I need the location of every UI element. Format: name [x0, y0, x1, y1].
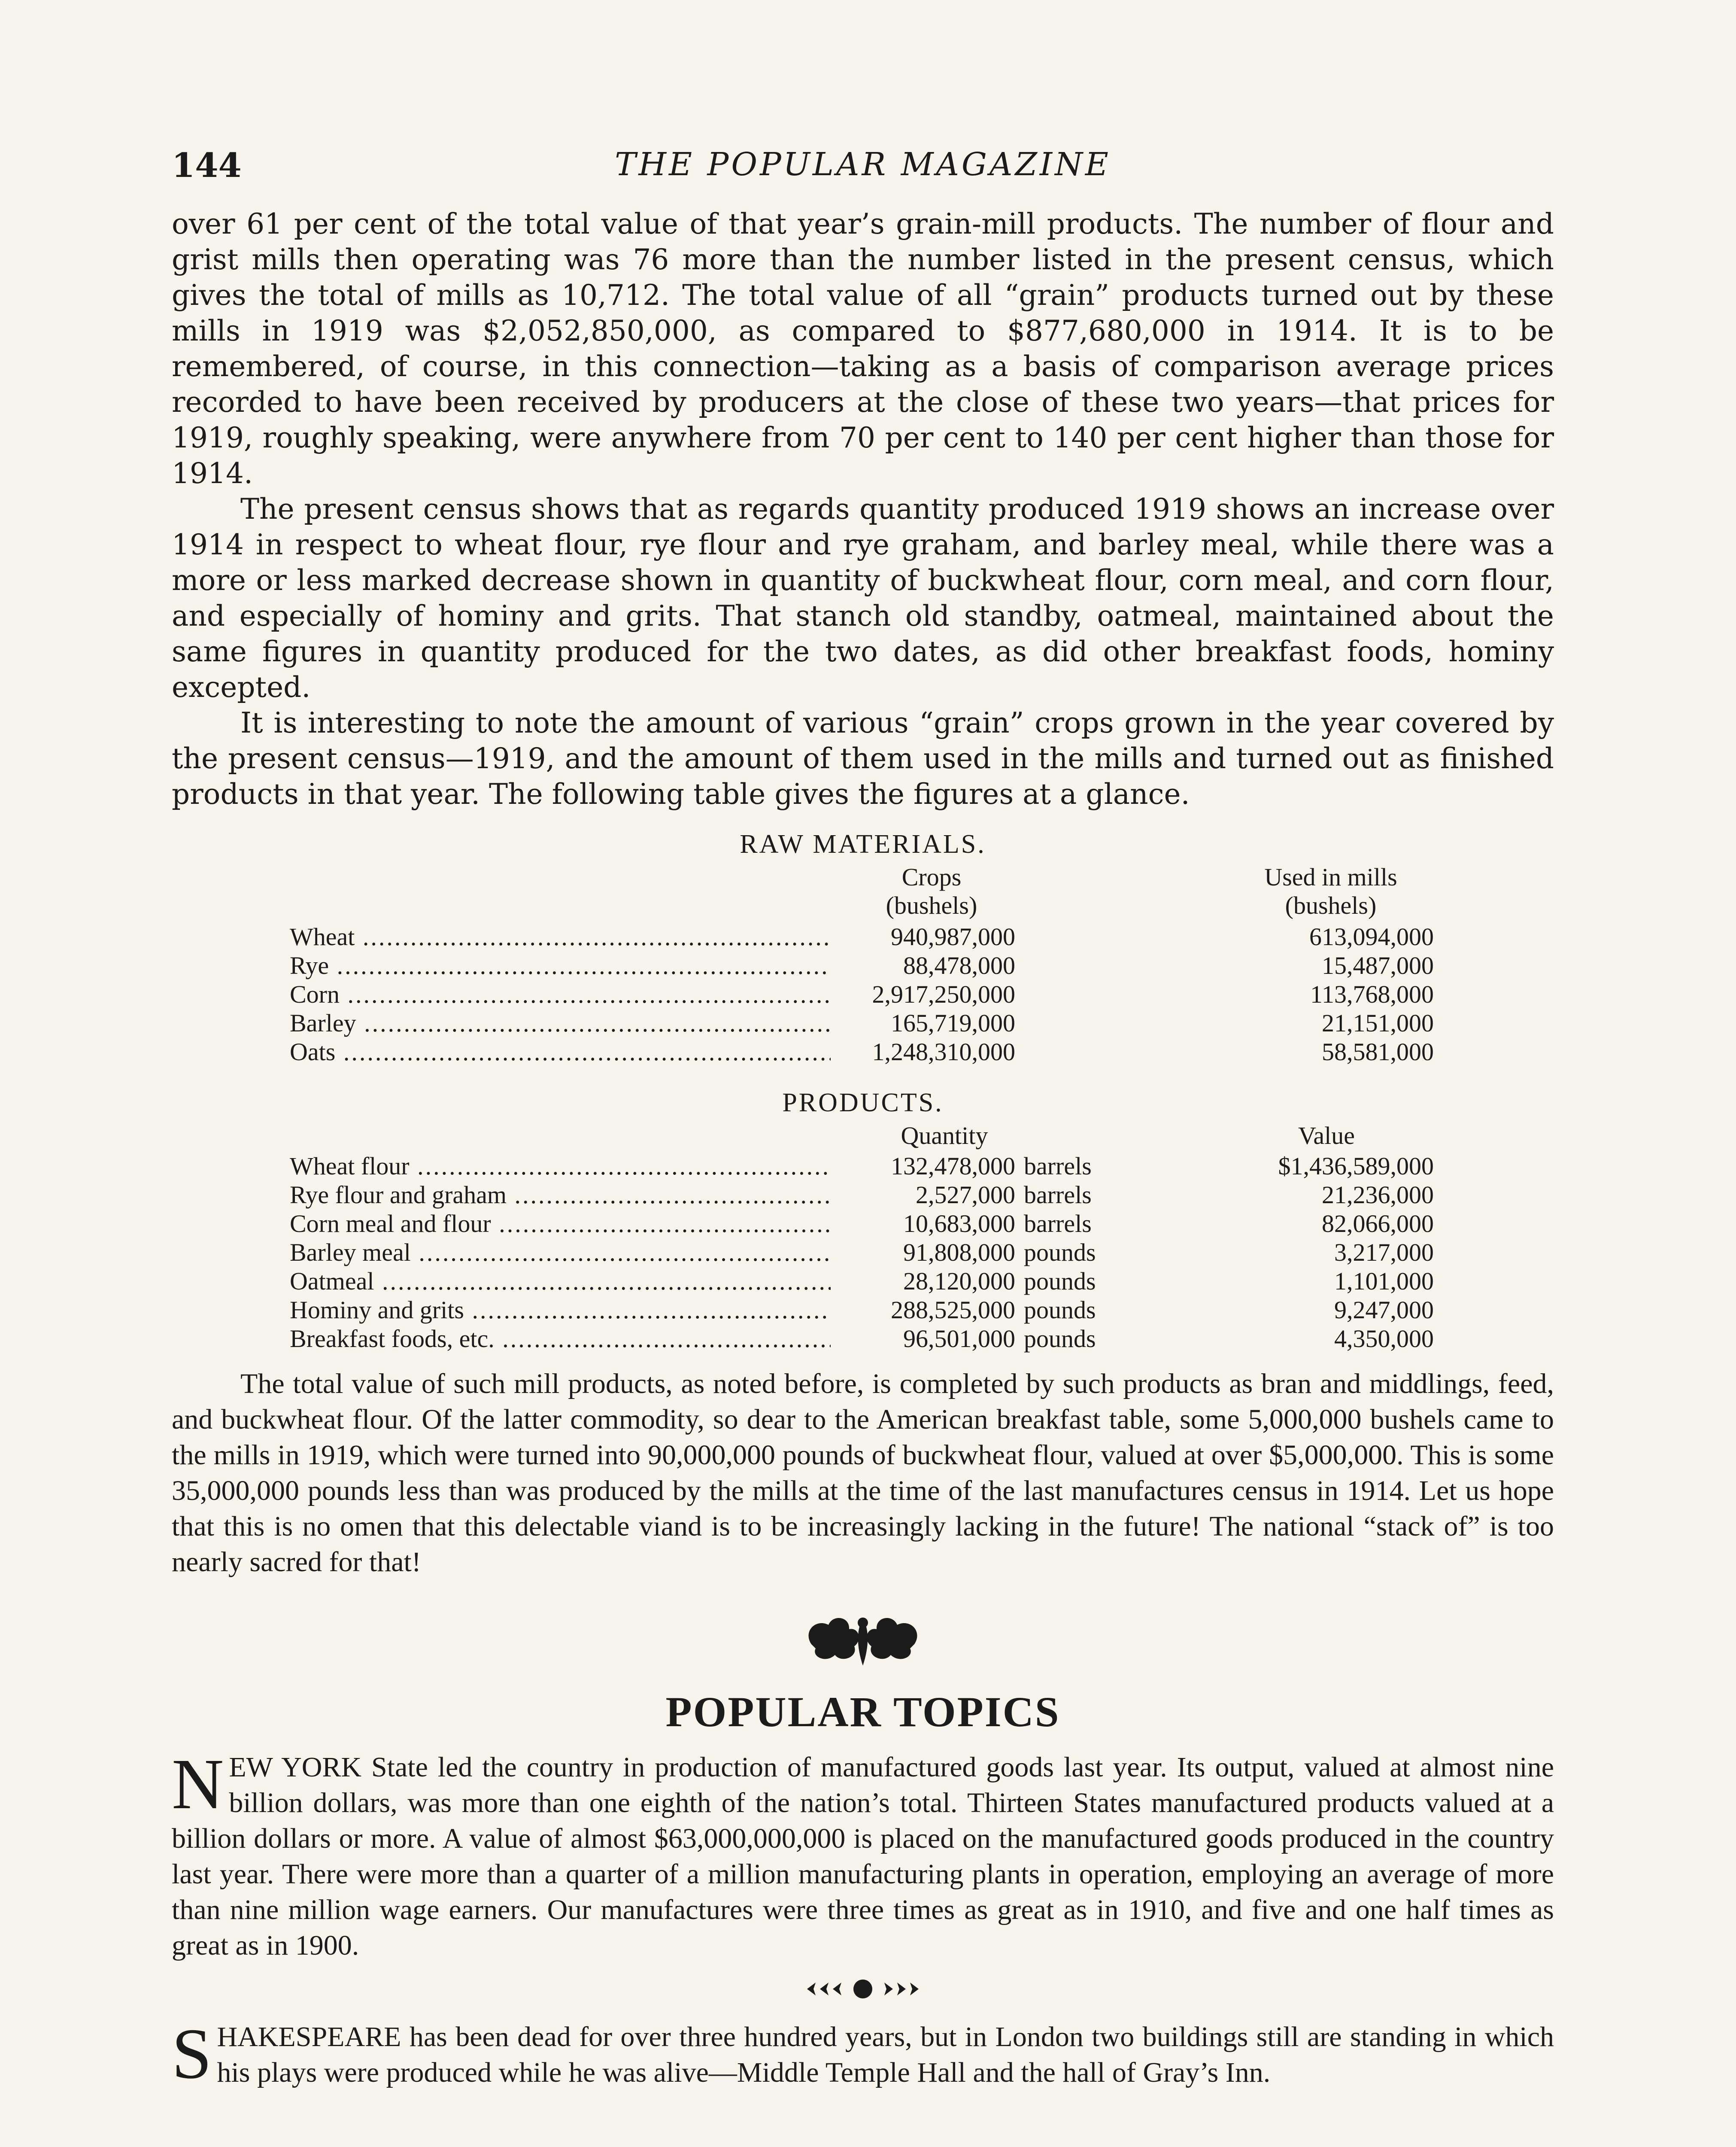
table-row: [172, 1180, 1554, 1209]
topic-paragraph: [172, 1744, 1554, 1963]
row-label: Hominy and grits .....: [290, 1295, 831, 1324]
quantity-unit: pounds: [1024, 1325, 1096, 1353]
row-label: Wheat flour .....: [290, 1152, 831, 1180]
topic-lead: HAKESPEARE: [217, 2021, 401, 2053]
crops-value: 1,248,310,000: [841, 1037, 1015, 1066]
row-label: Oats .....: [290, 1037, 831, 1066]
crops-value: 88,478,000: [841, 951, 1015, 980]
row-label: Breakfast foods, etc. .....: [290, 1324, 831, 1353]
topic-lead: EW YORK: [229, 1752, 362, 1783]
row-label: Corn meal and flour .....: [290, 1209, 831, 1238]
value-amount: 21,236,000: [1322, 1181, 1434, 1209]
quantity-unit: barrels: [1024, 1152, 1092, 1180]
running-title: THE POPULAR MAGAZINE: [615, 146, 1111, 183]
used-value: 613,094,000: [1309, 923, 1434, 951]
table-row: [172, 1295, 1554, 1324]
quantity-unit: pounds: [1024, 1267, 1096, 1295]
raw-materials-title: RAW MATERIALS.: [740, 830, 986, 859]
table-row: [172, 980, 1554, 1009]
row-label: Barley meal .....: [290, 1238, 831, 1267]
table-row: [172, 951, 1554, 980]
crops-value: 940,987,000: [841, 922, 1015, 951]
drop-cap: N: [172, 1744, 224, 1824]
row-label: Barley .....: [290, 1009, 831, 1037]
quantity-value: 91,808,000: [841, 1238, 1015, 1267]
value-amount: $1,436,589,000: [1278, 1152, 1434, 1180]
drop-cap: S: [172, 2014, 212, 2094]
topic-item: [172, 2014, 1554, 2094]
article-body: [172, 206, 1554, 812]
quantity-value: 96,501,000: [841, 1324, 1015, 1353]
used-value: 15,487,000: [1322, 952, 1434, 979]
quantity-unit: barrels: [1024, 1181, 1092, 1209]
table-row: [172, 1238, 1554, 1267]
article-paragraph: It is interesting to note the amount of various “grain” crops grown in the year covered by the present census—1919, and the amount of them used in the mills and turned out as finished products in that year. The following table gives the figures at a glance.: [172, 706, 1554, 811]
row-label: Rye .....: [290, 951, 831, 980]
section-title: POPULAR TOPICS: [665, 1688, 1060, 1736]
raw-materials-table: [172, 829, 1554, 1353]
row-label: Corn .....: [290, 980, 831, 1009]
page-number: 144: [172, 146, 242, 185]
used-value: 58,581,000: [1322, 1038, 1434, 1066]
article-paragraph: The total value of such mill products, as noted before, is completed by such products as bran and middlings, feed, and buckwheat flour. Of the latter commodity, so dear to the American breakfast table, some 5,000,000 bushels came to the mills in 1919, which were turned into 90,000,000 pounds of buckwheat flour, valued at over $5,000,000. This is some 35,000,000 pounds less than was produced by the mills at the time of the last manufactures census in 1914. Let us hope that this is no omen that this delectable viand is to be increasingly lacking in the future! The national “stack of” is too nearly sacred for that!: [172, 1368, 1554, 1578]
row-label: Rye flour and graham .....: [290, 1180, 831, 1209]
topic-paragraph: [172, 2014, 1554, 2094]
row-label: Oatmeal .....: [290, 1267, 831, 1295]
floral-ornament-icon: [172, 1606, 1554, 1679]
crops-column-header: Crops (bushels): [886, 863, 977, 919]
article-paragraph: over 61 per cent of the total value of that year’s grain-mill products. The number of flour and grist mills then operating was 76 more than the number listed in the present census, which gives the total of mills as 10,712. The total value of all “grain” products turned out by these mills in 1919 was $2,052,850,000, as compared to $877,680,000 in 1914. It is to be remembered, of course, in this connection—taking as a basis of comparison average prices recorded to have been received by producers at the close of these two years—that prices for 1919, roughly speaking, were anywhere from 70 per cent to 140 per cent higher than those for 1914.: [172, 207, 1554, 490]
article-conclusion: [172, 1366, 1554, 1580]
article-paragraph: The present census shows that as regards quantity produced 1919 shows an increase over 1914 in respect to wheat flour, rye flour and rye graham, and barley meal, while there was a more or less marked decrease shown in quantity of buckwheat flour, corn meal, and corn flour, and especially of hominy and grits. That stanch old standby, oatmeal, maintained about the same figures in quantity produced for the two dates, as did other breakfast foods, hominy excepted.: [172, 493, 1554, 704]
value-amount: 1,101,000: [1334, 1267, 1434, 1295]
topic-text: has been dead for over three hundred years, but in London two buildings still are standing in which his plays were produced while he was alive—Middle Temple Hall and the hall of Gray’s Inn.: [217, 2021, 1554, 2088]
magazine-page: [172, 146, 1554, 2147]
value-amount: 82,066,000: [1322, 1210, 1434, 1238]
quantity-unit: barrels: [1024, 1210, 1092, 1238]
value-column-header: Value: [1298, 1122, 1355, 1150]
page-header: [172, 146, 1554, 206]
products-title: PRODUCTS.: [782, 1088, 944, 1117]
quantity-value: 288,525,000: [841, 1295, 1015, 1324]
quantity-unit: pounds: [1024, 1296, 1096, 1324]
topic-text: State led the country in production of manufactured goods last year. Its output, valued at almost nine billion dollars, was more than one eighth of the nation’s total. Thirteen States manufactured products valued at a billion dollars or more. A value of almost $63,000,000,000 is placed on the manufactured goods produced in the country last year. There were more than a quarter of a million manufacturing plants in operation, employing an average of more than nine million wage earners. Our manufactures were three times as great as in 1910, and five and one half times as great as in 1900.: [172, 1752, 1554, 1961]
table-row: [172, 1037, 1554, 1066]
quantity-value: 10,683,000: [841, 1209, 1015, 1238]
quantity-value: 2,527,000: [841, 1180, 1015, 1209]
quantity-column-header: Quantity: [901, 1122, 988, 1150]
table-row: [172, 1209, 1554, 1238]
value-amount: 9,247,000: [1334, 1296, 1434, 1324]
quantity-unit: pounds: [1024, 1238, 1096, 1266]
table-row: [172, 1009, 1554, 1037]
used-value: 113,768,000: [1310, 980, 1434, 1008]
table-row: [172, 922, 1554, 951]
used-value: 21,151,000: [1322, 1009, 1434, 1037]
table-row: [172, 1324, 1554, 1353]
decorative-divider-icon: [172, 1976, 1554, 2002]
crops-value: 2,917,250,000: [841, 980, 1015, 1009]
topic-item: [172, 1744, 1554, 1963]
table-row: [172, 1152, 1554, 1180]
products-header: [172, 1122, 1554, 1152]
crops-value: 165,719,000: [841, 1009, 1015, 1037]
row-label: Wheat .....: [290, 922, 831, 951]
quantity-value: 28,120,000: [841, 1267, 1015, 1295]
table-row: [172, 1267, 1554, 1295]
used-in-mills-column-header: Used in mills (bushels): [1264, 863, 1397, 919]
raw-materials-header: [172, 863, 1554, 922]
value-amount: 3,217,000: [1334, 1238, 1434, 1266]
value-amount: 4,350,000: [1334, 1325, 1434, 1353]
quantity-value: 132,478,000: [841, 1152, 1015, 1180]
